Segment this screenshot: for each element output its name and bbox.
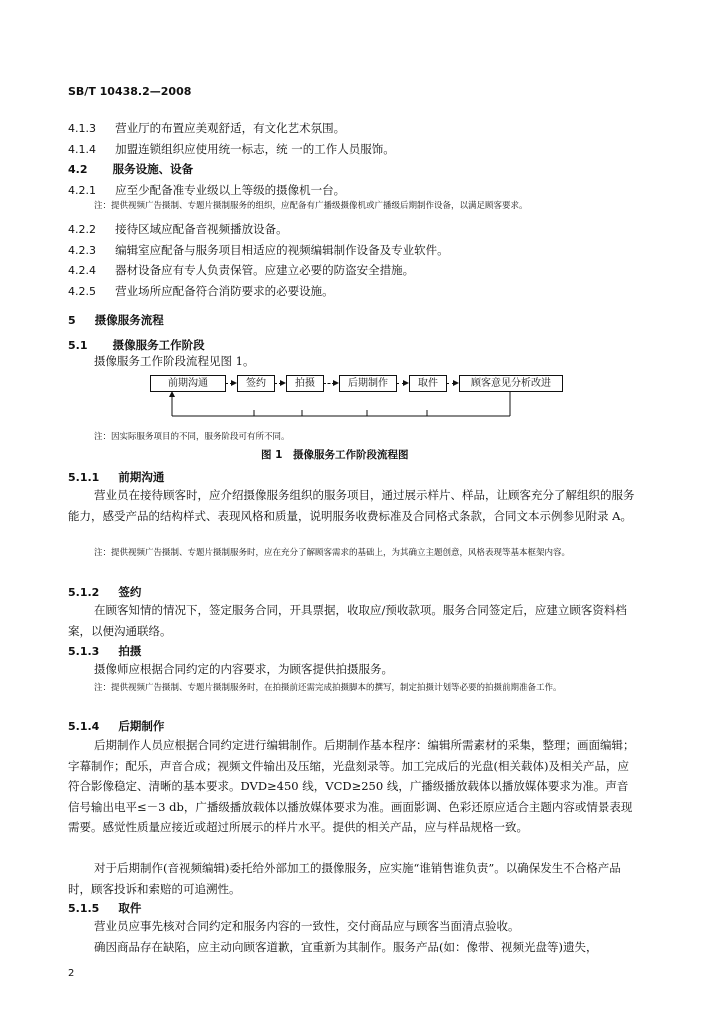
section-title: 摄像服务工作阶段	[112, 338, 205, 352]
feedback-loop	[0, 390, 706, 430]
paragraph-5-1-1: 营业员在接待顾客时，应介绍摄像服务组织的服务项目，通过展示样片、样品，让顾客充分了解组织的服务能力，感受产品的结构样式、表现风格和质量，说明服务收费标准及合同格式条款，合同文本示例参见附录 A。	[68, 488, 635, 523]
clause-number: 4.1.3	[68, 122, 96, 135]
clause-4-1-3	[68, 117, 345, 136]
clause-4-2-1	[68, 179, 345, 198]
clause-4-1-4	[68, 138, 395, 157]
section-5-1-heading	[68, 334, 205, 353]
clause-4-2-3	[68, 239, 449, 258]
note-5-1-3: 注：提供视频广告摄制、专题片摄制服务时，在拍摄前还需完成拍摄脚本的撰写，制定拍摄计划等必要的拍摄前期准备工作。	[94, 683, 562, 693]
section-5-1-2-heading	[68, 581, 141, 600]
note-5-1-1: 注：提供视频广告摄制、专题片摄制服务时，应在充分了解顾客需求的基础上，为其确立主题创意，风格表现等基本框架内容。	[94, 548, 571, 558]
clause-text: 加盟连锁组织应使用统一标志，统 一的工作人员服饰。	[115, 142, 395, 156]
paragraph-5-1-5-defects: 确因商品存在缺陷，应主动向顾客道歉，宜重新为其制作。服务产品(如：像带、视频光盘等)遗失，	[94, 940, 598, 954]
clause-text: 接待区域应配备音视频播放设备。	[115, 222, 288, 236]
clause-text: 器材设备应有专人负责保管。应建立必要的防盗安全措施。	[115, 263, 415, 277]
clause-number: 4.2.3	[68, 244, 96, 257]
section-number: 5.1.1	[68, 471, 100, 484]
section-number: 5.1.4	[68, 720, 100, 733]
clause-number: 4.1.4	[68, 143, 96, 156]
section-title: 取件	[118, 901, 142, 915]
clause-4-2-4	[68, 259, 414, 278]
section-5-1-3-heading	[68, 640, 141, 659]
clause-text: 应至少配备准专业级以上等级的摄像机一台。	[115, 183, 346, 197]
paragraph-5-1-4-outsourcing: 对于后期制作(音视频编辑)委托给外部加工的摄像服务，应实施“谁销售谁负责”。以确保发生不合格产品时，顾客投诉和索赔的可追溯性。	[68, 861, 621, 896]
paragraph-5-1-5: 营业员应事先核对合同约定和服务内容的一致性，交付商品应与顾客当面清点验收。	[94, 919, 520, 933]
note-4-2-1: 注：提供视频广告摄制、专题片摄制服务的组织，应配备有广播级摄像机或广播级后期制作设备，以满足顾客要求。	[94, 201, 528, 211]
page-number: 2	[68, 968, 75, 979]
paragraph-5-1-4: 后期制作人员应根据合同约定进行编辑制作。后期制作基本程序：编辑所需素材的采集，整理；画面编辑；字幕制作；配乐，声音合成；视频文件输出及压缩，光盘刻录等。加工完成后的光盘(相关载体)及相关产品，应符合影像稳定、清晰的基本要求。DVD≥450 线，VCD≥250 线，广播级播放载体以播放媒体要求为准。声音信号输出电平≤－3 db，广播级播放载体以播放媒体要求为准。画面影调、色彩还原应适合主题内容或情景表现需要。感觉性质量应接近或超过所展示的样片水平。提供的相关产品，应与样品规格一致。	[68, 738, 635, 834]
section-4-2-heading	[68, 158, 193, 177]
section-5-heading	[68, 309, 164, 328]
clause-number: 4.2.2	[68, 223, 96, 236]
clause-4-2-5	[68, 280, 334, 299]
flow-step-shoot: 拍摄	[286, 375, 324, 392]
clause-number: 4.2.1	[68, 184, 96, 197]
section-number: 5	[68, 314, 76, 327]
flow-note: 注：因实际服务项目的不同，服务阶段可有所不同。	[94, 432, 290, 442]
paragraph-5-1-3: 摄像师应根据合同约定的内容要求，为顾客提供拍摄服务。	[94, 662, 393, 676]
section-title: 后期制作	[118, 719, 165, 733]
section-number: 5.1.5	[68, 902, 100, 915]
clause-4-2-2	[68, 218, 288, 237]
section-number: 5.1	[68, 339, 88, 352]
flow-step-contract: 签约	[237, 375, 275, 392]
section-title: 服务设施、设备	[112, 162, 194, 176]
flow-intro: 摄像服务工作阶段流程见图 1。	[94, 354, 255, 368]
section-title: 摄像服务流程	[94, 313, 164, 327]
section-5-1-1-heading	[68, 466, 164, 485]
section-title: 签约	[118, 585, 142, 599]
clause-number: 4.2.5	[68, 285, 96, 298]
section-number: 4.2	[68, 163, 88, 176]
clause-text: 营业场所应配备符合消防要求的必要设施。	[115, 284, 334, 298]
section-5-1-5-heading	[68, 897, 141, 916]
section-5-1-4-heading	[68, 715, 164, 734]
flow-step-pickup: 取件	[409, 375, 447, 392]
figure-caption: 图 1 摄像服务工作阶段流程图	[261, 449, 409, 461]
flow-step-feedback: 顾客意见分析改进	[459, 375, 563, 392]
flow-step-post-production: 后期制作	[339, 375, 397, 392]
clause-text: 编辑室应配备与服务项目相适应的视频编辑制作设备及专业软件。	[115, 243, 449, 257]
section-number: 5.1.2	[68, 586, 100, 599]
section-title: 拍摄	[118, 644, 142, 658]
section-title: 前期沟通	[118, 470, 165, 484]
flow-step-consult: 前期沟通	[150, 375, 226, 392]
clause-text: 营业厅的布置应美观舒适，有文化艺术氛围。	[115, 121, 346, 135]
section-number: 5.1.3	[68, 645, 100, 658]
paragraph-5-1-2: 在顾客知情的情况下，签定服务合同，开具票据，收取应/预收款项。服务合同签定后，应建立顾客资料档案，以便沟通联络。	[68, 603, 627, 638]
standard-code: SB/T 10438.2—2008	[68, 85, 192, 98]
clause-number: 4.2.4	[68, 264, 96, 277]
